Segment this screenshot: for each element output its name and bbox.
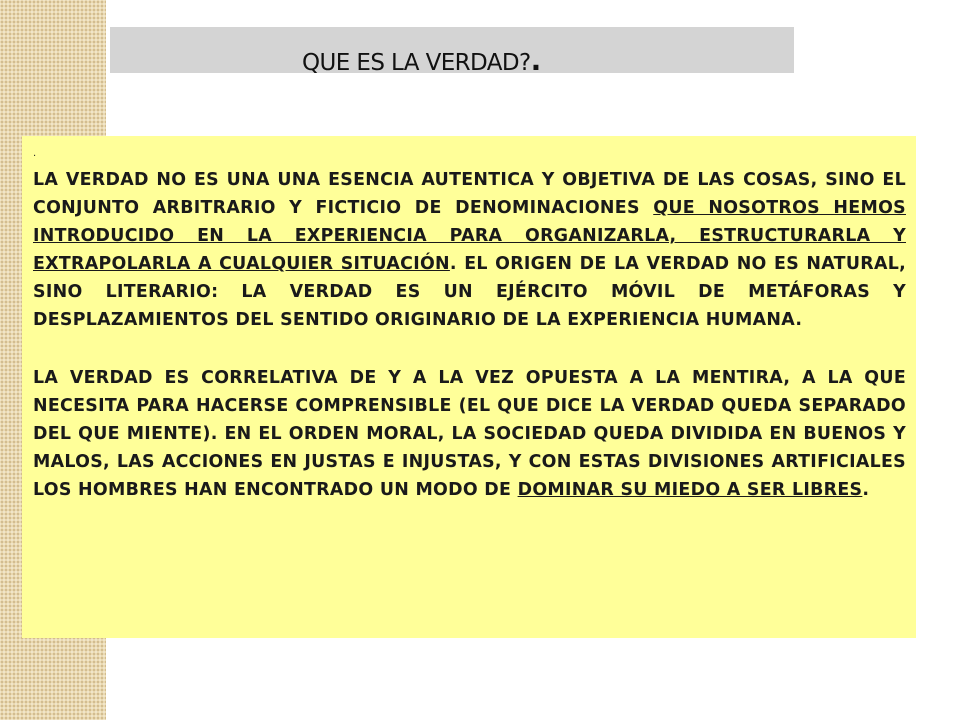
paragraph-1-text-c: . EL ORIGEN DE LA VERDAD NO ES NATURAL, SINO LITERARIO: LA VERDAD ES UN EJÉRCITO MÓVIL DE METÁFORAS Y DESPLAZAMIENTOS DEL SENTIDO ORIGINARIO DE LA EXPERIENCIA HUMANA.	[33, 254, 906, 330]
bullet-marker: ·	[33, 151, 37, 162]
slide-title	[302, 44, 541, 77]
paragraph-1	[33, 166, 906, 334]
paragraph-1-text-a: LA VERDAD NO ES UNA UNA ESENCIA AUTENTICA Y OBJETIVA DE LAS COSAS, SINO EL CONJUNTO ARBITRARIO Y FICTICIO DE DENOMINACIONES	[33, 170, 906, 218]
slide-title-period: .	[530, 44, 541, 77]
paragraph-2-text-c: .	[862, 480, 870, 500]
paragraph-2-text-a: LA VERDAD ES CORRELATIVA DE Y A LA VEZ OPUESTA A LA MENTIRA, A LA QUE NECESITA PARA HACERSE COMPRENSIBLE (EL QUE DICE LA VERDAD QUEDA SEPARADO DEL QUE MIENTE). EN EL ORDEN MORAL, LA SOCIEDAD QUEDA DIVIDIDA EN BUENOS Y MALOS, LAS ACCIONES EN JUSTAS E INJUSTAS, Y CON ESTAS DIVISIONES ARTIFICIALES LOS HOMBRES HAN ENCONTRADO UN MODO DE	[33, 368, 906, 500]
slide-title-text: QUE ES LA VERDAD?	[302, 50, 531, 76]
paragraph-2-underlined: DOMINAR SU MIEDO A SER LIBRES	[517, 480, 863, 500]
paragraph-1-underlined: QUE NOSOTROS HEMOS INTRODUCIDO EN LA EXPERIENCIA PARA ORGANIZARLA, ESTRUCTURARLA Y EXTRAPOLARLA A CUALQUIER SITUACIÓN	[33, 198, 906, 274]
paragraph-2	[33, 364, 906, 504]
content-box	[22, 136, 916, 638]
